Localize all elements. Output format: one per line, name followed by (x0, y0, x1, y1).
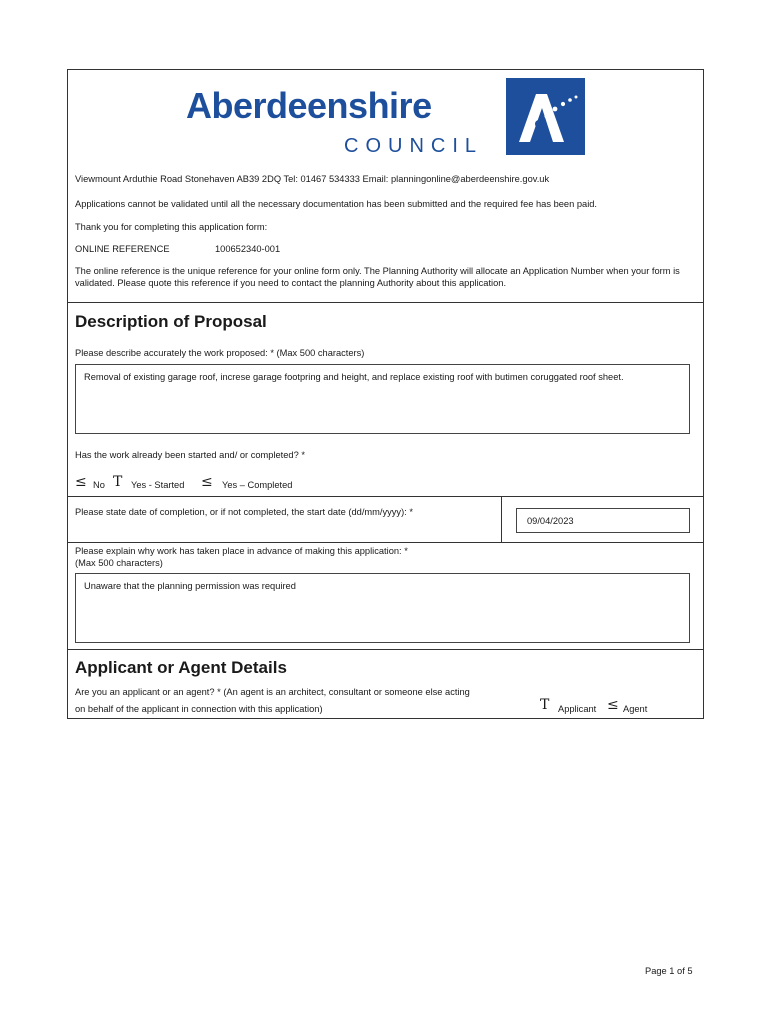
started-options (75, 475, 375, 491)
brand-name: Aberdeenshire (186, 85, 432, 126)
contact-line: Viewmount Arduthie Road Stonehaven AB39 2DQ Tel: 01467 534333 Email: planningonline@aberdeenshire.gov.uk (75, 174, 550, 184)
advance-work-reason-text: Unaware that the planning permission was required (84, 581, 296, 591)
thanks-text: Thank you for completing this application form: (75, 222, 268, 232)
applicant-options (540, 698, 690, 714)
proposal-heading: Description of Proposal (75, 312, 267, 331)
validation-notice: Applications cannot be validated until all the necessary documentation has been submitted and the required fee has been paid. (75, 199, 598, 209)
brand-subtitle: COUNCIL (344, 135, 484, 157)
advance-work-reason-field[interactable] (75, 573, 690, 643)
applicant-question-line1: Are you an applicant or an agent? * (An agent is an architect, consultant or someone else acting (75, 687, 470, 697)
explain-label-line2: (Max 500 characters) (75, 558, 163, 568)
explain-label-line1: Please explain why work has taken place in advance of making this application: * (75, 546, 408, 556)
section-divider (68, 302, 703, 303)
option-completed-marker[interactable]: ≤ (201, 474, 213, 490)
section-divider (68, 496, 703, 497)
option-completed-label: Yes – Completed (222, 480, 293, 490)
online-reference-label: ONLINE REFERENCE (75, 244, 170, 254)
option-started-label: Yes - Started (131, 480, 185, 490)
option-applicant-marker[interactable]: T (540, 697, 550, 713)
online-reference-value: 100652340-001 (215, 244, 281, 254)
option-started-marker[interactable]: T (113, 474, 123, 490)
form-frame (67, 69, 704, 719)
option-agent-marker[interactable]: ≤ (607, 697, 619, 713)
proposal-description-field[interactable] (75, 364, 690, 434)
date-label: Please state date of completion, or if not completed, the start date (dd/mm/yyyy): * (75, 507, 413, 517)
section-divider (68, 649, 703, 650)
option-agent-label: Agent (623, 704, 648, 714)
started-question: Has the work already been started and/ or completed? * (75, 450, 305, 460)
applicant-heading: Applicant or Agent Details (75, 658, 287, 677)
option-no-marker[interactable]: ≤ (75, 474, 87, 490)
start-date-field[interactable] (516, 508, 690, 533)
applicant-question-line2: on behalf of the applicant in connection with this application) (75, 704, 323, 714)
page-number: Page 1 of 5 (645, 966, 693, 976)
council-logo-icon (506, 78, 585, 155)
option-no-label: No (93, 480, 105, 490)
proposal-description-text: Removal of existing garage roof, increse garage footpring and height, and replace existing roof with butimen coruggated roof sheet. (84, 372, 624, 382)
start-date-value: 09/04/2023 (527, 516, 574, 526)
describe-label: Please describe accurately the work proposed: * (Max 500 characters) (75, 348, 365, 358)
column-divider (501, 496, 502, 542)
section-divider (68, 542, 703, 543)
option-applicant-label: Applicant (558, 704, 597, 714)
reference-explainer: The online reference is the unique reference for your online form only. The Planning Authority will allocate an Application Number when your form is validated. Please quote this reference if you need to contact the planning Authority about this application. (75, 266, 680, 288)
